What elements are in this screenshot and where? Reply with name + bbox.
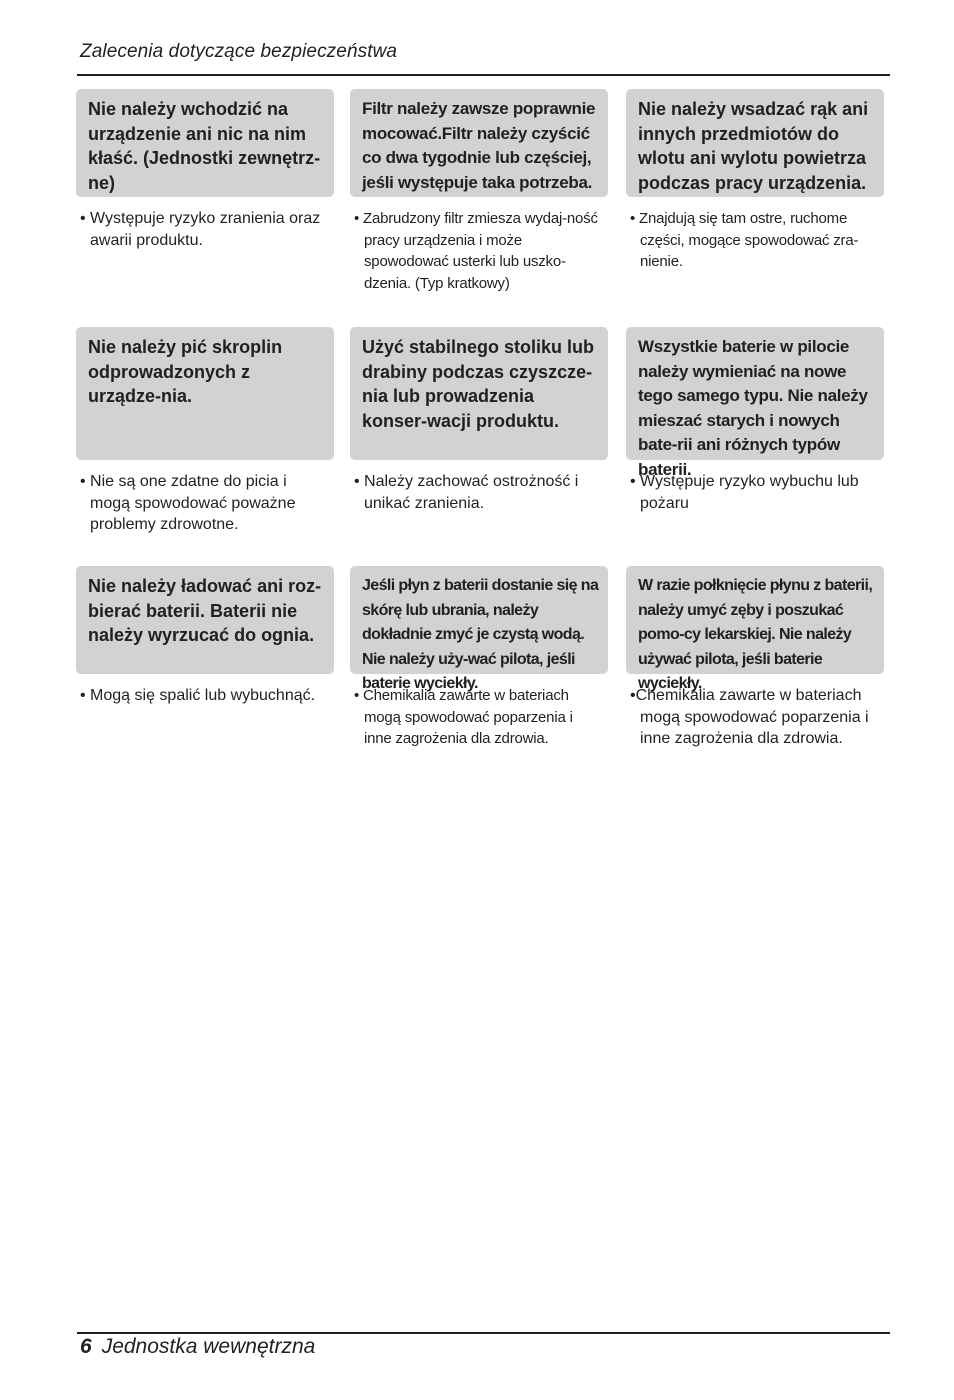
safety-item — [626, 89, 884, 273]
page-number: 6 — [80, 1335, 92, 1358]
safety-item — [350, 89, 608, 295]
header-rule — [77, 74, 890, 76]
warning-description: • Zabrudzony filtr zmiesza wydaj-ność pracy urządzenia i może spowodować usterki lub uszko-dzenia. (Typ kratkowy) — [354, 210, 598, 293]
safety-item — [76, 327, 334, 536]
page-header-title: Zalecenia dotyczące bezpieczeństwa — [80, 41, 398, 62]
warning-description: • Chemikalia zawarte w bateriach mogą spowodować poparzenia i inne zagrożenia dla zdrowia. — [354, 687, 573, 748]
warning-description: • Nie są one zdatne do picia i mogą spowodować poważne problemy zdrowotne. — [80, 473, 296, 534]
warning-heading: W razie połknięcie płynu z baterii, należy umyć zęby i poszukać pomo-cy lekarskiej. Nie należy używać pilota, jeśli baterie wyciekły. — [626, 566, 884, 674]
safety-item — [626, 327, 884, 514]
warning-description: • Występuje ryzyko wybuchu lub pożaru — [630, 473, 859, 512]
warning-description: • Mogą się spalić lub wybuchnąć. — [80, 687, 316, 704]
warning-description: • Należy zachować ostrożność i unikać zranienia. — [354, 473, 579, 512]
warning-description: • Występuje ryzyko zranienia oraz awarii produktu. — [80, 210, 321, 249]
safety-item — [350, 566, 608, 750]
warning-heading: Nie należy ładować ani roz-bierać baterii. Baterii nie należy wyrzucać do ognia. — [76, 566, 334, 674]
safety-item — [76, 89, 334, 251]
footer-section-title: Jednostka wewnętrzna — [101, 1335, 316, 1358]
warning-heading: Wszystkie baterie w pilocie należy wymieniać na nowe tego samego typu. Nie należy mieszać starych i nowych bate-rii ani różnych typów baterii. — [626, 327, 884, 460]
warning-heading: Nie należy pić skroplin odprowadzonych z urządze-nia. — [76, 327, 334, 460]
footer-rule — [77, 1332, 890, 1334]
warning-heading: Jeśli płyn z baterii dostanie się na skórę lub ubrania, należy dokładnie zmyć je czystą wodą. Nie należy uży-wać pilota, jeśli baterie wyciekły. — [350, 566, 608, 674]
warning-description: • Znajdują się tam ostre, ruchome części, mogące spowodować zra-nienie. — [630, 210, 859, 271]
safety-item — [76, 566, 334, 707]
safety-item — [626, 566, 884, 750]
safety-item — [350, 327, 608, 514]
warning-heading: Nie należy wsadzać rąk ani innych przedmiotów do wlotu ani wylotu powietrza podczas pracy urządzenia. — [626, 89, 884, 197]
warning-heading: Filtr należy zawsze poprawnie mocować.Filtr należy czyścić co dwa tygodnie lub częściej, jeśli występuje taka potrzeba. — [350, 89, 608, 197]
warning-description: •Chemikalia zawarte w bateriach mogą spowodować poparzenia i inne zagrożenia dla zdrowia. — [630, 687, 869, 748]
warning-heading: Nie należy wchodzić na urządzenie ani nic na nim kłaść. (Jednostki zewnętrz-ne) — [76, 89, 334, 197]
page-footer — [80, 1335, 315, 1359]
warning-heading: Użyć stabilnego stoliku lub drabiny podczas czyszcze-nia lub prowadzenia konser-wacji produktu. — [350, 327, 608, 460]
